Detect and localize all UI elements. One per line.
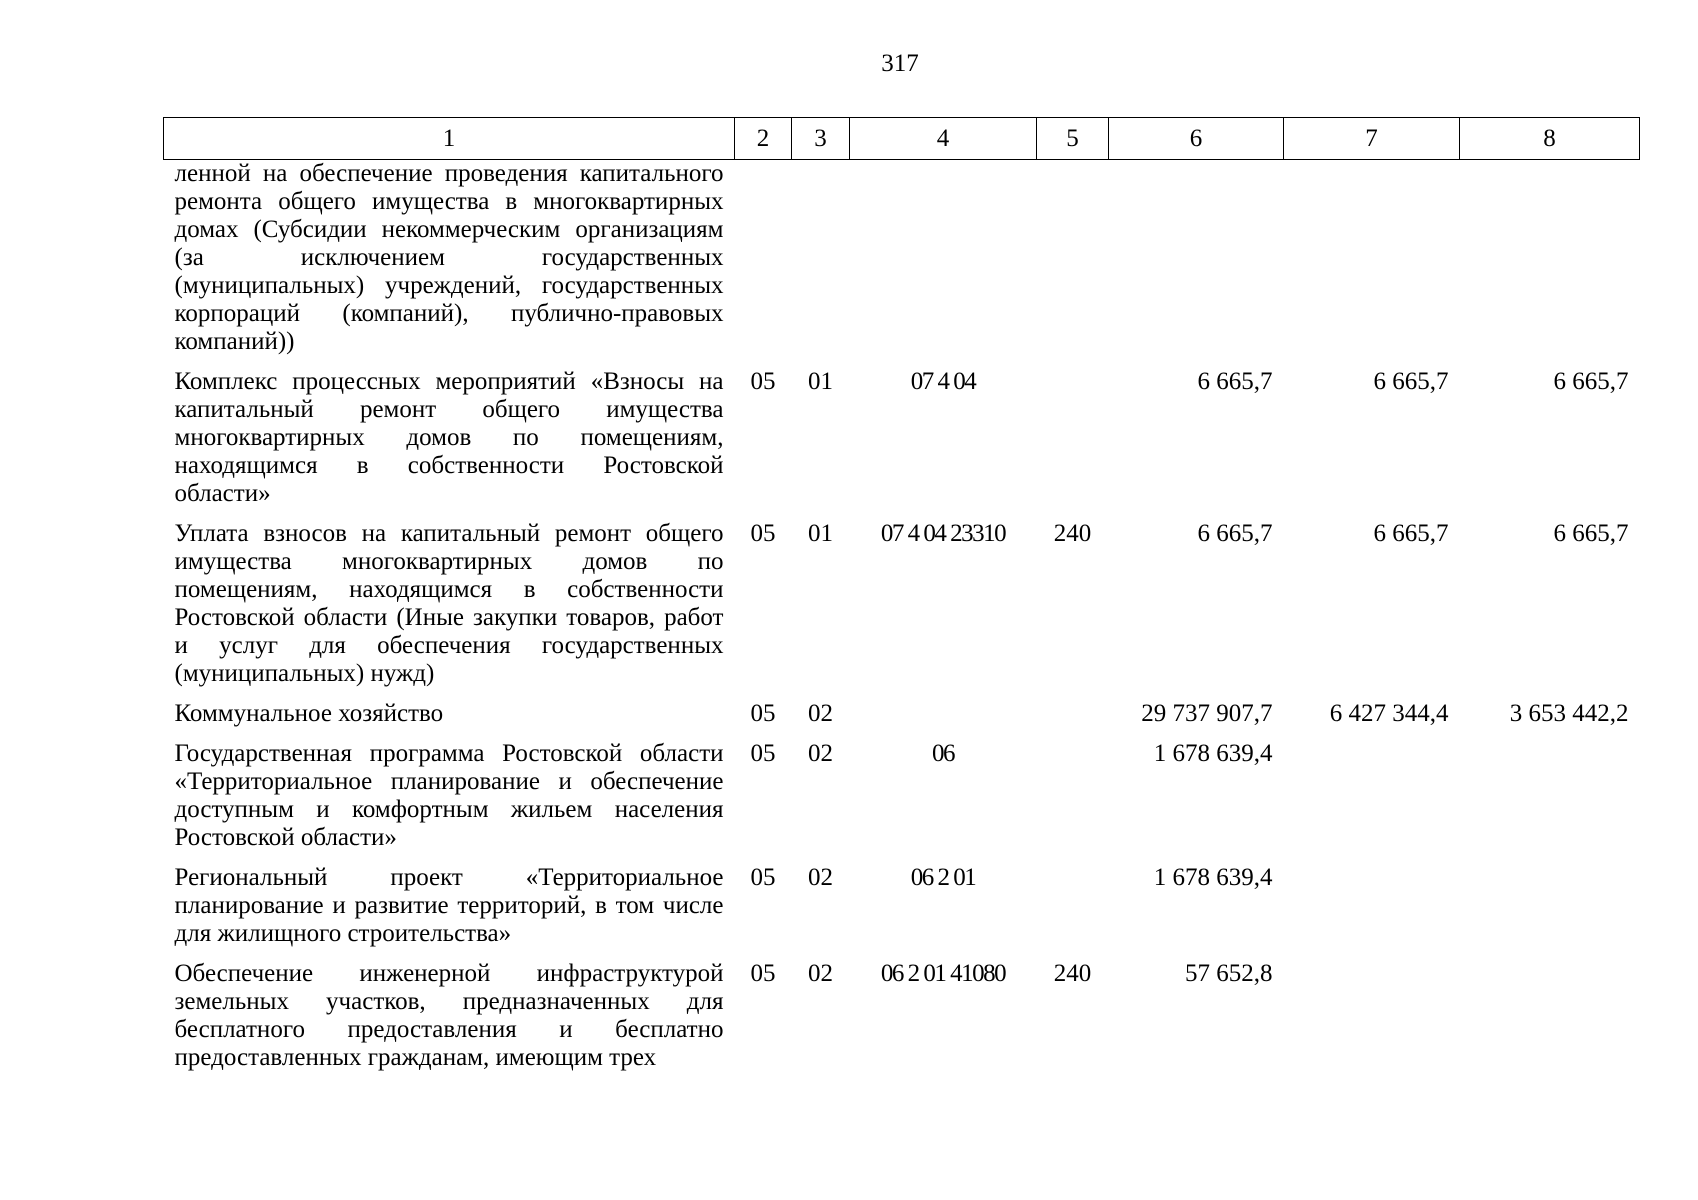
- row-name: ленной на обеспечение проведения капитального ремонта общего имущества в многоквартирных домах (Субсидии некоммерческим организациям (за исключением государственных (муниципальных) учреждений, государственных корпораций (компаний), публично-правовых компаний)): [174, 160, 724, 355]
- amount-col-7: [1284, 864, 1460, 960]
- subsection-code: 01: [808, 368, 833, 395]
- expense-type-code: 240: [1053, 520, 1092, 547]
- amount-col-6: [1109, 160, 1284, 369]
- amount-col-7: 6 665,7: [1373, 520, 1449, 547]
- expense-type-code: [1037, 700, 1109, 740]
- amount-col-7: 6 427 344,4: [1329, 700, 1449, 727]
- amount-col-8: [1460, 740, 1640, 864]
- target-item-code: [850, 700, 1037, 740]
- row-name: Коммунальное хозяйство: [174, 700, 444, 727]
- column-header-8: 8: [1460, 118, 1640, 160]
- row-name: Региональный проект «Территориальное планирование и развитие территорий, в том числе для жилищного строительства»: [174, 864, 724, 947]
- row-name: Государственная программа Ростовской области «Территориальное планирование и обеспечение доступным и комфортным жильем населения Ростовской области»: [174, 740, 724, 851]
- amount-col-6: 57 652,8: [1185, 960, 1273, 987]
- amount-col-6: 29 737 907,7: [1141, 700, 1273, 727]
- section-code: 05: [750, 368, 776, 395]
- column-header-5: 5: [1037, 118, 1109, 160]
- expense-type-code: [1037, 864, 1109, 960]
- subsection-code: 02: [808, 740, 833, 767]
- amount-col-8: 6 665,7: [1553, 368, 1629, 395]
- target-item-code: 06: [932, 740, 954, 767]
- amount-col-8: [1460, 160, 1640, 369]
- amount-col-7: 6 665,7: [1373, 368, 1449, 395]
- section-code: 05: [750, 740, 776, 767]
- expense-type-code: [1037, 740, 1109, 864]
- amount-col-6: 1 678 639,4: [1153, 740, 1273, 767]
- table-header-row: [164, 118, 1640, 160]
- subsection-code: [792, 160, 850, 369]
- amount-col-8: [1460, 960, 1640, 1084]
- target-item-code: 06 2 01: [910, 864, 976, 891]
- amount-col-8: [1460, 864, 1640, 960]
- row-name: Комплекс процессных мероприятий «Взносы на капитальный ремонт общего имущества многоквартирных домов по помещениям, находящимся в собственности Ростовской области»: [174, 368, 724, 507]
- target-item-code: 07 4 04 23310: [880, 520, 1006, 547]
- table-row: [164, 520, 1640, 700]
- amount-col-6: 1 678 639,4: [1153, 864, 1273, 891]
- target-item-code: 06 2 01 41080: [880, 960, 1006, 987]
- section-code: 05: [750, 700, 776, 727]
- column-header-7: 7: [1284, 118, 1460, 160]
- amount-col-6: 6 665,7: [1197, 520, 1273, 547]
- subsection-code: 01: [808, 520, 833, 547]
- row-name: Уплата взносов на капитальный ремонт общего имущества многоквартирных домов по помещениям, находящимся в собственности Ростовской области (Иные закупки товаров, работ и услуг для обеспечения государственных (муниципальных) нужд): [174, 520, 724, 687]
- column-header-3: 3: [792, 118, 850, 160]
- table-row: [164, 864, 1640, 960]
- subsection-code: 02: [808, 960, 833, 987]
- section-code: 05: [750, 960, 776, 987]
- page-number: 317: [881, 50, 919, 77]
- table-row: [164, 700, 1640, 740]
- amount-col-7: [1284, 960, 1460, 1084]
- budget-table: [163, 117, 1640, 1084]
- column-header-2: 2: [735, 118, 792, 160]
- expense-type-code: [1037, 160, 1109, 369]
- table-row: [164, 368, 1640, 520]
- row-name: Обеспечение инженерной инфраструктурой земельных участков, предназначенных для бесплатного предоставления и бесплатно предоставленных гражданам, имеющим трех: [174, 960, 724, 1071]
- section-code: 05: [750, 864, 776, 891]
- table-row: [164, 960, 1640, 1084]
- section-code: [735, 160, 792, 369]
- amount-col-7: [1284, 740, 1460, 864]
- column-header-6: 6: [1109, 118, 1284, 160]
- target-item-code: [850, 160, 1037, 369]
- subsection-code: 02: [808, 864, 833, 891]
- subsection-code: 02: [808, 700, 833, 727]
- expense-type-code: 240: [1053, 960, 1092, 987]
- amount-col-8: 6 665,7: [1553, 520, 1629, 547]
- amount-col-6: 6 665,7: [1197, 368, 1273, 395]
- expense-type-code: [1037, 368, 1109, 520]
- amount-col-7: [1284, 160, 1460, 369]
- table-row: [164, 740, 1640, 864]
- section-code: 05: [750, 520, 776, 547]
- column-header-4: 4: [850, 118, 1037, 160]
- amount-col-8: 3 653 442,2: [1509, 700, 1629, 727]
- column-header-1: 1: [164, 118, 735, 160]
- target-item-code: 07 4 04: [910, 368, 976, 395]
- table-row: [164, 160, 1640, 369]
